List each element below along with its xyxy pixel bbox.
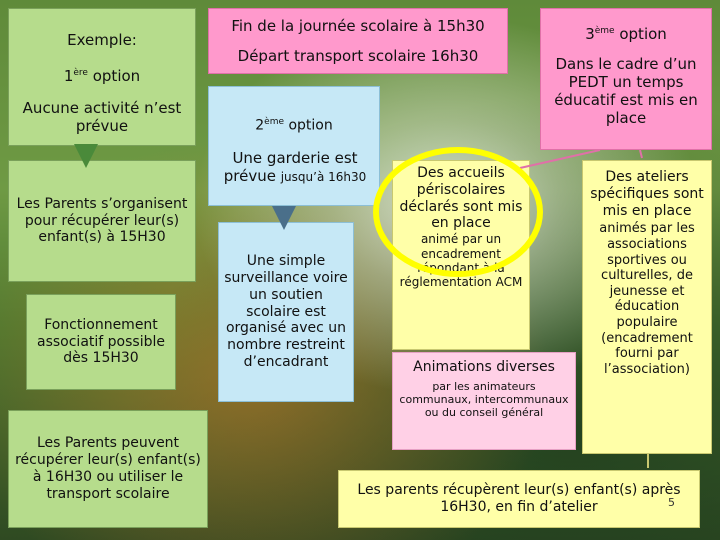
animations-title: Animations diverses [413,359,555,375]
associative-text: Fonctionnement associatif possible dès 15H30 [37,316,165,367]
pedt-text: Dans le cadre d’un PEDT un temps éducatif est mis en place [554,55,698,127]
option3-title [541,25,711,43]
option1-word: option [92,67,141,85]
daycare-small: jusqu’à 16h30 [280,170,367,184]
parents-organize-box [8,160,196,282]
example-label: Exemple: [67,31,137,49]
supervision-text: Une simple surveillance voire un soutien scolaire est organisé avec un nombre restreint d’encadrant [224,253,348,370]
option2-sup: ème [264,117,285,127]
ateliers-small: animés par les associations sportives ou culturelles, de jeunesse et éducation populaire (encadrement fourni par l’association) [599,221,695,377]
arrow-pedt-right [640,150,642,158]
periscolaire-main: Des accueils périscolaires déclarés sont mis en place [399,165,523,232]
option1-title [9,67,195,85]
animations-box [392,352,576,450]
option3-word: option [619,25,667,43]
option3-sup: ème [594,26,615,36]
supervision-box [218,222,354,402]
transport-text: Départ transport scolaire 16h30 [237,47,479,65]
daycare-main: Une garderie est prévue [223,149,358,185]
periscolaire-small: animé par un encadrement répondant à la réglementation ACM [399,232,523,290]
parents-pickup-text: Les Parents peuvent récupérer leur(s) enfant(s) à 16H30 ou utiliser le transport scolaire [15,435,201,502]
option3-num: 3 [585,25,595,43]
end-of-day-text: Fin de la journée scolaire à 15h30 [231,17,485,35]
example-option1-box [8,8,196,146]
pickup-after-box [338,470,700,528]
end-transport-box [208,8,508,74]
ateliers-box [582,160,712,454]
associative-box [26,294,176,390]
option2-title [209,117,379,134]
option2-word: option [288,117,333,134]
option1-sup: ère [73,68,88,78]
ateliers-main: Des ateliers spécifiques sont mis en place [590,169,704,219]
periscolaire-box [392,160,530,350]
option2-box [208,86,380,206]
animations-sub: par les animateurs communaux, intercommunaux ou du conseil général [399,379,569,420]
parents-organize-text: Les Parents s’organisent pour récupérer leur(s) enfant(s) à 15H30 [16,195,188,246]
no-activity-text: Aucune activité n’est prévue [22,99,182,135]
daycare-text [215,149,375,185]
option2-num: 2 [255,117,265,134]
parents-pickup-box [8,410,208,528]
option3-box [540,8,712,150]
page-number: 5 [668,496,675,509]
pickup-after-text: Les parents récupèrent leur(s) enfant(s) après 16H30, en fin d’atelier [357,482,681,515]
option1-num: 1 [63,67,74,85]
